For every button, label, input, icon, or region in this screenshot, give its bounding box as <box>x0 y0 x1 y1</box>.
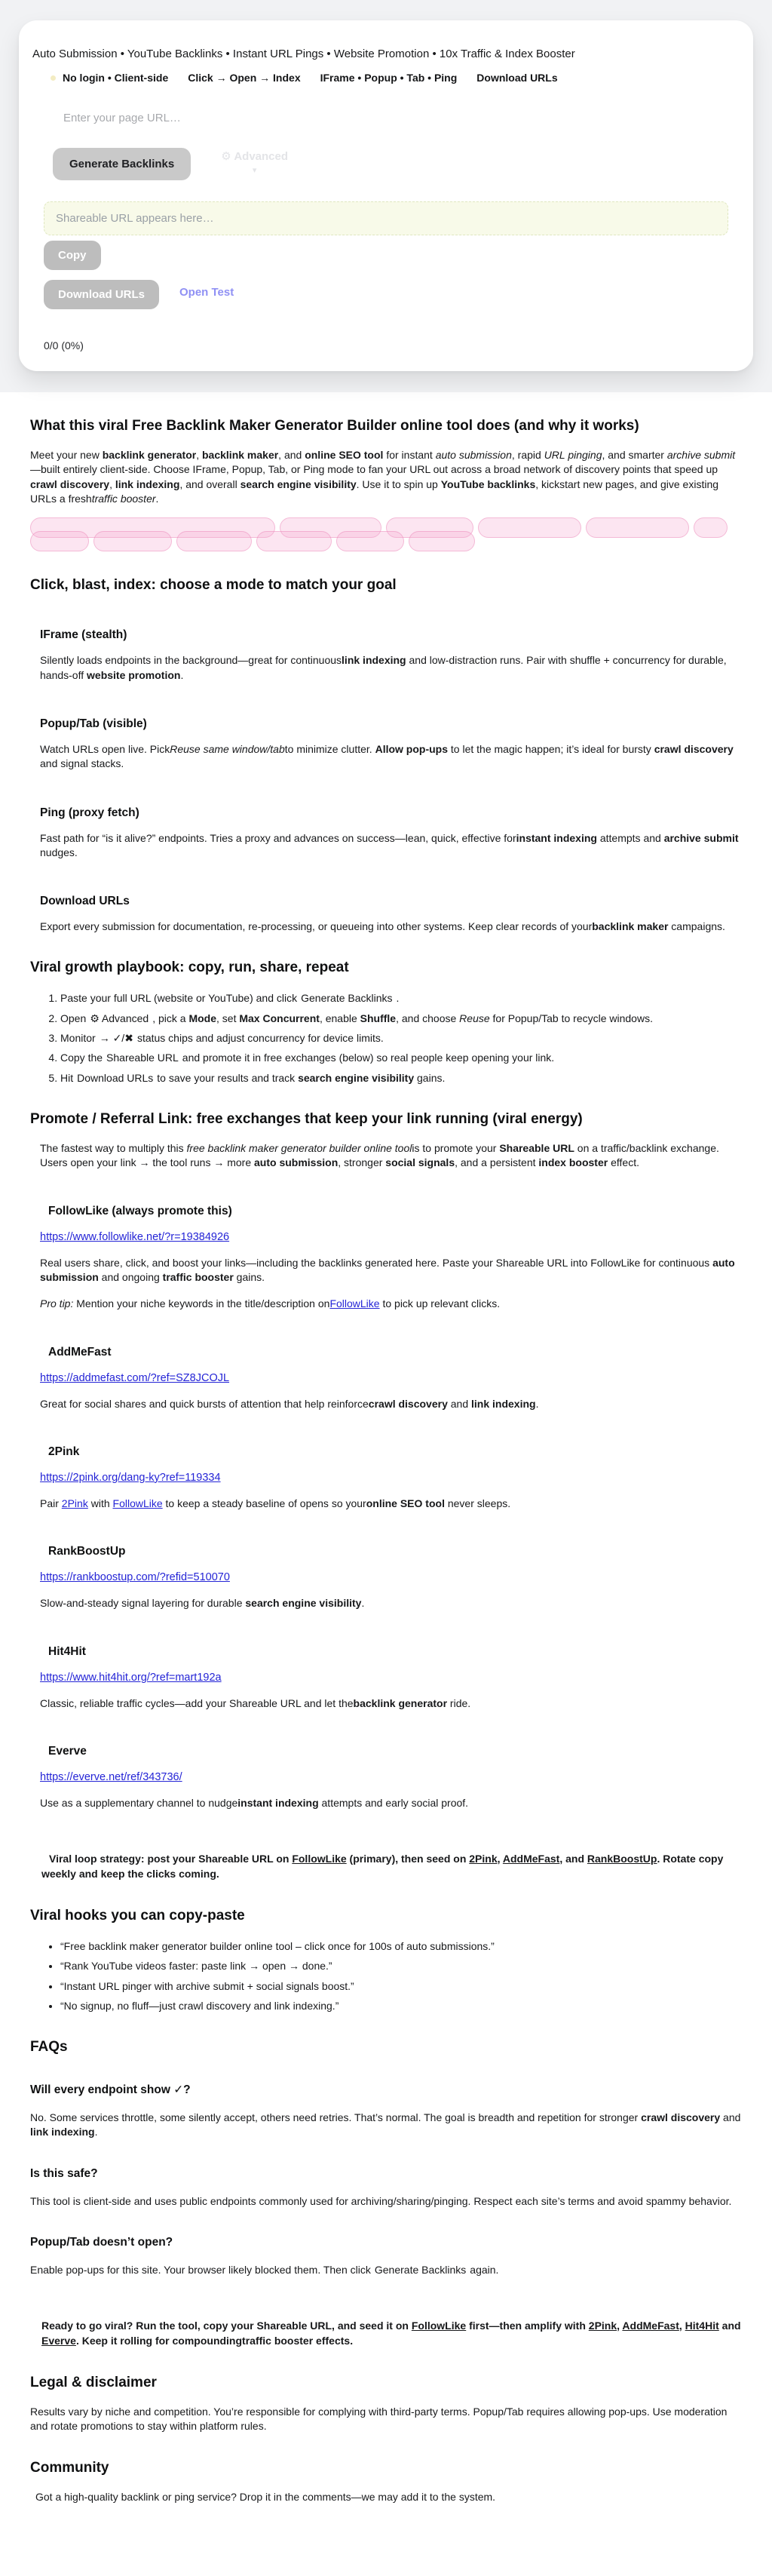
exchange-name: FollowLike (always promote this) <box>48 1204 232 1217</box>
faq-question: Is this safe? <box>30 2166 98 2180</box>
exchange-referral-link[interactable]: https://www.followlike.net/?r=19384926 <box>40 1230 230 1243</box>
mode-description: Silently loads endpoints in the background—great for continuouslink indexing and low-distraction runs. Pair with shuffle + concurrency for durable, hands-off website promotion. <box>40 654 727 681</box>
inline-link[interactable]: Hit4Hit <box>685 2320 719 2332</box>
exchange-description: Great for social shares and quick bursts of attention that help reinforcecrawl discovery and link indexing. <box>40 1397 539 1410</box>
inline-link[interactable]: AddMeFast <box>622 2320 679 2332</box>
inline-control-ref: Shareable URL <box>106 1052 179 1064</box>
faq-list <box>30 2083 742 2277</box>
keyword-chip <box>176 531 252 551</box>
exchange-name: RankBoostUp <box>48 1545 126 1558</box>
faq-question: Popup/Tab doesn’t open? <box>30 2236 173 2249</box>
keyword-chip <box>93 531 172 551</box>
inline-control-ref: → ✓/✖ <box>99 1032 133 1045</box>
viral-loop-callout: Viral loop strategy: post your Shareable URL on FollowLike (primary), then seed on 2Pink, AddMeFast, and RankBoostUp. Rotate copy weekly and keep the clicks coming. <box>41 1853 724 1880</box>
progress-counter: 0/0 (0%) <box>44 339 84 352</box>
gear-icon: ⚙ <box>221 150 231 163</box>
keyword-chip <box>586 517 689 538</box>
exchange-description: Pair 2Pink with FollowLike to keep a steady baseline of opens so youronline SEO tool never sleeps. <box>40 1497 511 1509</box>
exchange-name: AddMeFast <box>48 1345 112 1359</box>
inline-link[interactable]: FollowLike <box>112 1497 163 1509</box>
inline-link[interactable]: FollowLike <box>329 1297 380 1310</box>
mode-description: Export every submission for documentation, re-processing, or queueing into other systems. Keep clear records of yourbacklink maker campaigns. <box>40 920 725 933</box>
playbook-title: Viral growth playbook: copy, run, share, repeat <box>30 959 349 976</box>
modes-list <box>30 628 742 934</box>
exchange-referral-link[interactable]: https://www.hit4hit.org/?ref=mart192a <box>40 1671 222 1684</box>
playbook-step: 5. Hit Download URLs to save your results and track search engine visibility gains. <box>60 1071 742 1085</box>
controls-row <box>53 148 728 180</box>
playbook-step: 1. Paste your full URL (website or YouTube) and click Generate Backlinks . <box>60 991 742 1006</box>
playbook-step: 3. Monitor → ✓/✖ status chips and adjust concurrency for device limits. <box>60 1031 742 1045</box>
advanced-label: Advanced <box>234 150 289 163</box>
mode-section <box>30 895 742 934</box>
backlink-tool-card <box>19 20 753 371</box>
keyword-chip <box>30 531 89 551</box>
exchange-list <box>30 1205 742 1811</box>
community-paragraph: Got a high-quality backlink or ping service? Drop it in the comments—we may add it to the system. <box>35 2490 496 2503</box>
inline-link[interactable]: Everve <box>41 2335 76 2347</box>
open-test-link[interactable]: Open Test <box>179 285 234 299</box>
keyword-chip <box>694 517 728 538</box>
keyword-chip <box>256 531 332 551</box>
copy-button[interactable]: Copy <box>44 241 101 270</box>
mode-name: Download URLs <box>40 895 130 908</box>
inline-link[interactable]: FollowLike <box>292 1853 347 1865</box>
hook-item: • “No signup, no fluff—just crawl discovery and link indexing.” <box>60 1999 742 2013</box>
playbook-step: 2. Open ⚙ Advanced , pick a Mode, set Max Concurrent, enable Shuffle, and choose Reuse for Popup/Tab to recycle windows. <box>60 1012 742 1026</box>
exchange-name: Everve <box>48 1744 87 1758</box>
spark-dot-icon <box>51 75 56 81</box>
tool-feature-line <box>51 72 728 84</box>
inline-link[interactable]: AddMeFast <box>502 1853 560 1865</box>
inline-link[interactable]: 2Pink <box>61 1497 88 1509</box>
hook-item: • “Free backlink maker generator builder online tool – click once for 100s of auto submissions.” <box>60 1939 742 1954</box>
mode-section <box>30 806 742 861</box>
url-input[interactable] <box>53 112 546 129</box>
mode-name: Popup/Tab (visible) <box>40 717 147 730</box>
shareable-url-output[interactable] <box>44 201 728 235</box>
hooks-list <box>30 1939 742 2013</box>
inline-link[interactable]: 2Pink <box>469 1853 498 1865</box>
faq-question: Will every endpoint show ✓? <box>30 2083 191 2097</box>
community-title: Community <box>30 2459 109 2476</box>
hooks-title: Viral hooks you can copy-paste <box>30 1907 245 1924</box>
tool-headline: Auto Submission • YouTube Backlinks • Instant URL Pings • Website Promotion • 10x Traffic & Index Booster <box>32 48 575 60</box>
playbook-steps <box>30 991 742 1085</box>
mode-section <box>30 628 742 683</box>
ready-callout: Ready to go viral? Run the tool, copy your Shareable URL, and seed it on FollowLike first—then amplify with 2Pink, AddMeFast, Hit4Hit and Everve. Keep it rolling for compoundingtraffic booster effects. <box>41 2320 741 2347</box>
hero-band <box>0 0 772 392</box>
feature-item: No login • Client-side <box>63 72 169 84</box>
faq-answer: Enable pop-ups for this site. Your browser likely blocked them. Then click Generate Backlinks again. <box>30 2264 499 2277</box>
feature-item: Download URLs <box>476 72 558 84</box>
exchange-description: Classic, reliable traffic cycles—add your Shareable URL and let thebacklink generator ride. <box>40 1696 471 1709</box>
inline-control-ref: Generate Backlinks <box>301 992 393 1005</box>
modes-title: Click, blast, index: choose a mode to match your goal <box>30 577 397 594</box>
mode-section <box>30 717 742 772</box>
keyword-chip <box>336 531 404 551</box>
inline-link[interactable]: FollowLike <box>411 2320 467 2332</box>
keyword-chip <box>478 517 581 538</box>
inline-control-ref: Download URLs <box>77 1071 154 1084</box>
playbook-step: 4. Copy the Shareable URL and promote it in free exchanges (below) so real people keep opening your link. <box>60 1051 742 1065</box>
hook-item: • “Rank YouTube videos faster: paste link → open → done.” <box>60 1959 742 1973</box>
mode-name: IFrame (stealth) <box>40 628 127 642</box>
exchange-referral-link[interactable]: https://2pink.org/dang-ky?ref=119334 <box>40 1471 221 1484</box>
legal-title: Legal & disclaimer <box>30 2375 157 2391</box>
intro-title: What this viral Free Backlink Maker Generator Builder online tool does (and why it works) <box>30 418 639 434</box>
exchange-referral-link[interactable]: https://rankboostup.com/?refid=510070 <box>40 1571 230 1584</box>
mode-description: Watch URLs open live. PickReuse same window/tabto minimize clutter. Allow pop-ups to let the magic happen; it’s ideal for bursty crawl discovery and signal stacks. <box>40 742 734 770</box>
faq-answer: This tool is client-side and uses public endpoints commonly used for archiving/sharing/pinging. Respect each site’s terms and avoid spammy behavior. <box>30 2194 732 2207</box>
promote-title: Promote / Referral Link: free exchanges that keep your link running (viral energy) <box>30 1111 583 1127</box>
inline-control-ref: Generate Backlinks <box>374 2264 467 2277</box>
keyword-chip-cloud <box>30 517 742 551</box>
feature-item: IFrame • Popup • Tab • Ping <box>320 72 458 84</box>
exchange-protip: Pro tip: Mention your niche keywords in the title/description onFollowLike to pick up relevant clicks. <box>40 1297 501 1310</box>
inline-link[interactable]: 2Pink <box>588 2320 617 2332</box>
exchange-description: Slow-and-steady signal layering for durable search engine visibility. <box>40 1597 365 1610</box>
promote-intro: The fastest way to multiply this free backlink maker generator builder online toolis to promote your Shareable URL on a traffic/backlink exchange. Users open your link → the tool runs → more auto submission, stronger social signals, and a persistent index booster effect. <box>40 1142 719 1169</box>
feature-item: Click → Open → Index <box>188 72 301 84</box>
inline-control-ref: ⚙ Advanced <box>90 1012 149 1024</box>
faqs-title: FAQs <box>30 2039 68 2056</box>
chevron-down-icon: ▾ <box>252 166 257 175</box>
keyword-chip <box>409 531 475 551</box>
mode-description: Fast path for “is it alive?” endpoints. Tries a proxy and advances on success—lean, quick, effective forinstant indexing attempts and archive submit nudges. <box>40 831 739 858</box>
exchange-referral-link[interactable]: https://everve.net/ref/343736/ <box>40 1770 182 1783</box>
intro-paragraph: Meet your new backlink generator, backlink maker, and online SEO tool for instant auto submission, rapid URL pinging, and smarter archive submit—built entirely client-side. Choose IFrame, Popup, Tab, or Ping mode to fan your URL out across a broad network of discovery points that speed up crawl discovery, link indexing, and overall search engine visibility. Use it to spin up YouTube backlinks, kickstart new pages, and give existing URLs a freshtraffic booster. <box>30 449 736 505</box>
exchange-referral-link[interactable]: https://addmefast.com/?ref=SZ8JCOJL <box>40 1371 230 1384</box>
exchange-section <box>30 1445 742 1511</box>
legal-paragraph: Results vary by niche and competition. You’re responsible for complying with third-party terms. Popup/Tab requires allowing pop-ups. Use moderation and rotate promotions to stay within platform rules. <box>30 2406 728 2433</box>
faq-answer: No. Some services throttle, some silently accept, others need retries. That’s normal. The goal is breadth and repetition for stronger crawl discovery and link indexing. <box>30 2111 741 2138</box>
exchange-section <box>30 1545 742 1610</box>
article <box>0 418 772 2576</box>
exchange-name: Hit4Hit <box>48 1644 86 1658</box>
hook-item: • “Instant URL pinger with archive submit + social signals boost.” <box>60 1979 742 1994</box>
advanced-toggle[interactable] <box>221 148 288 175</box>
exchange-section <box>30 1346 742 1411</box>
exchange-description: Use as a supplementary channel to nudgeinstant indexing attempts and early social proof. <box>40 1796 469 1809</box>
exchange-section <box>30 1645 742 1711</box>
inline-link[interactable]: RankBoostUp <box>587 1853 657 1865</box>
mode-name: Ping (proxy fetch) <box>40 806 139 819</box>
exchange-section <box>30 1205 742 1312</box>
generate-backlinks-button[interactable]: Generate Backlinks <box>53 148 191 180</box>
exchange-section <box>30 1745 742 1810</box>
download-urls-button[interactable]: Download URLs <box>44 280 159 309</box>
exchange-name: 2Pink <box>48 1445 80 1458</box>
exchange-description: Real users share, click, and boost your links—including the backlinks generated here. Paste your Shareable URL into FollowLike for continuous auto submission and ongoing traffic booster gains. <box>40 1256 735 1283</box>
